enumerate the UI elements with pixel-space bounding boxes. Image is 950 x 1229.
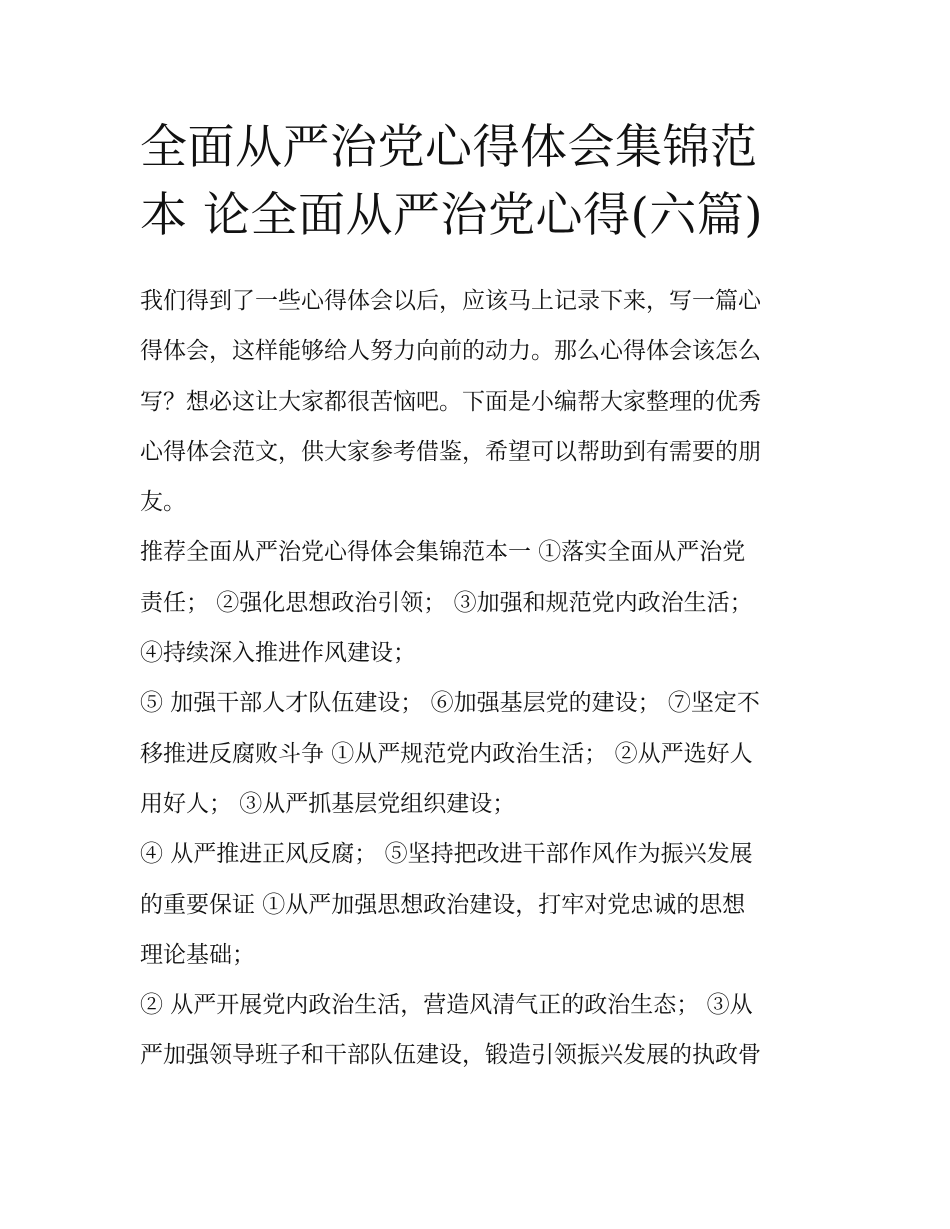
body-line: 严加强领导班子和干部队伍建设，锻造引领振兴发展的执政骨 [140, 1042, 761, 1069]
title-line: 全面从严治党心得体会集锦范 [140, 120, 758, 175]
document-title [140, 114, 820, 250]
body-line: 用好人； ③从严抓基层党组织建设； [140, 790, 516, 817]
body-line: 写？想必这让大家都很苦恼吧。下面是小编帮大家整理的优秀 [140, 388, 761, 415]
body-line: 心得体会范文，供大家参考借鉴，希望可以帮助到有需要的朋 [140, 438, 761, 465]
body-line: ④持续深入推进作风建设； [140, 640, 416, 667]
body-line: 我们得到了一些心得体会以后，应该马上记录下来，写一篇心 [140, 288, 761, 314]
body-line: 友。 [140, 489, 186, 516]
body-line: 得体会，这样能够给人努力向前的动力。那么心得体会该怎么 [140, 338, 761, 365]
body-line: ② 从严开展党内政治生活，营造风清气正的政治生态； ③从 [140, 992, 753, 1019]
body-line: 移推进反腐败斗争 ①从严规范党内政治生活； ②从严选好人 [140, 740, 753, 767]
body-line: 推荐全面从严治党心得体会集锦范本一 ①落实全面从严治党 [140, 539, 746, 566]
document-body [140, 276, 820, 1081]
body-line: 责任； ②强化思想政治引领； ③加强和规范党内政治生活； [140, 589, 753, 616]
body-line: ⑤ 加强干部人才队伍建设； ⑥加强基层党的建设； ⑦坚定不 [140, 690, 760, 717]
title-line: 本 论全面从严治党心得(六篇) [140, 188, 764, 243]
body-line: ④ 从严推进正风反腐； ⑤坚持把改进干部作风作为振兴发展 [140, 841, 753, 868]
body-line: 的重要保证 ①从严加强思想政治建设，打牢对党忠诚的思想 [140, 891, 746, 918]
body-line: 理论基础； [140, 941, 255, 968]
